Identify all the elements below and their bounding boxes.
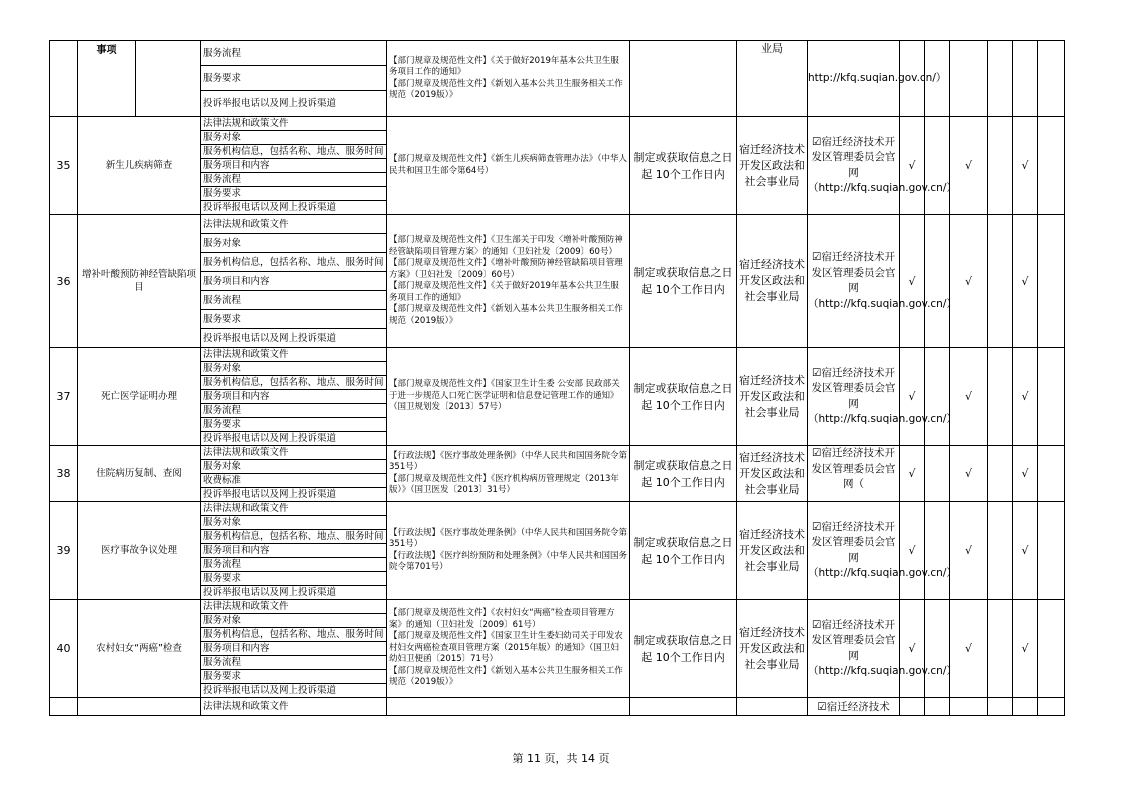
element-cell: 服务对象	[201, 460, 387, 474]
check-cell	[925, 698, 950, 716]
item-name: 农村妇女“两癌”检查	[78, 600, 201, 698]
element-cell: 服务对象	[201, 362, 387, 376]
element-cell: 服务机构信息，包括名称、地点、服务时间	[201, 628, 387, 642]
item-name: 新生儿疾病筛查	[78, 117, 201, 215]
row-number: 36	[50, 215, 78, 348]
row-number: 38	[50, 446, 78, 502]
check-cell: √	[1013, 117, 1038, 215]
element-cell: 服务要求	[201, 418, 387, 432]
basis-item: 【行政法规】《医疗事故处理条例》（中华人民共和国国务院令第351号）	[389, 527, 628, 549]
check-cell: √	[900, 600, 925, 698]
basis-item: 【部门规章及规范性文件】《新划入基本公共卫生服务相关工作规范（2019版）》	[389, 304, 623, 326]
check-cell	[988, 215, 1013, 348]
element-cell: 服务项目和内容	[201, 159, 387, 173]
disclosure-table	[49, 40, 1065, 716]
check-cell	[900, 698, 925, 716]
row-number: 39	[50, 502, 78, 600]
element-cell: 服务机构信息，包括名称、地点、服务时间	[201, 376, 387, 390]
document-sheet	[49, 40, 1064, 735]
table-row	[50, 215, 1065, 234]
legal-basis-cell	[387, 41, 630, 117]
check-cell: √	[950, 502, 988, 600]
check-cell: √	[900, 215, 925, 348]
check-cell: √	[1013, 348, 1038, 446]
element-cell: 投诉举报电话以及网上投诉渠道	[201, 432, 387, 446]
table-row	[50, 502, 1065, 516]
check-cell	[925, 215, 950, 348]
check-cell	[1013, 698, 1038, 716]
channel-cell: http://kfq.suqian.gov.cn/）	[808, 41, 900, 117]
channel-cell: ☑宿迁经济技术开发区管理委员会官网（http://kfq.suqian.gov.cn/）	[808, 502, 900, 600]
time-cell: 制定或获取信息之日起 10个工作日内	[630, 117, 737, 215]
element-cell: 服务机构信息，包括名称、地点、服务时间	[201, 145, 387, 159]
check-cell	[925, 502, 950, 600]
element-cell: 服务要求	[201, 310, 387, 329]
department-cell: 宿迁经济技术开发区政法和社会事业局	[737, 446, 808, 502]
element-cell: 收费标准	[201, 474, 387, 488]
basis-item: 【部门规章及规范性文件】《关于做好2019年基本公共卫生服务项目工作的通知》	[389, 281, 619, 303]
table-row	[50, 117, 1065, 131]
page-footer: 第 11 页，共 14 页	[512, 752, 610, 765]
department-cell: 宿迁经济技术开发区政法和社会事业局	[737, 600, 808, 698]
basis-item: 【部门规章及规范性文件】《增补叶酸预防神经管缺陷项目管理方案》（卫妇社发〔2009〕60号）	[389, 258, 623, 280]
check-cell	[1038, 600, 1065, 698]
check-cell: √	[1013, 502, 1038, 600]
element-cell: 法律法规和政策文件	[201, 117, 387, 131]
check-cell: √	[950, 348, 988, 446]
check-cell	[1038, 117, 1065, 215]
basis-item: 【部门规章及规范性文件】《新划入基本公共卫生服务相关工作规范（2019版）》	[389, 78, 623, 100]
check-cell	[1038, 41, 1065, 117]
basis-item: 【部门规章及规范性文件】《国家卫生计生委 公安部 民政部关于进一步规范人口死亡医学证明和信息登记管理工作的通知》（国卫规划发〔2013〕57号）	[389, 379, 620, 413]
item-name: 住院病历复制、查阅	[78, 446, 201, 502]
section-label: 事项	[78, 41, 136, 117]
channel-cell: ☑宿迁经济技术开发区管理委员会官网（http://kfq.suqian.gov.cn/）	[808, 117, 900, 215]
item-name-cell	[136, 41, 201, 117]
check-cell	[1038, 215, 1065, 348]
check-cell	[988, 41, 1013, 117]
item-name-cell	[78, 698, 201, 716]
basis-item: 【部门规章及规范性文件】《农村妇女“两癌”检查项目管理方案》的通知（卫妇社发〔2009〕61号）	[389, 608, 615, 630]
element-cell: 法律法规和政策文件	[201, 215, 387, 234]
element-cell: 法律法规和政策文件	[201, 600, 387, 614]
check-cell: √	[950, 117, 988, 215]
element-cell: 投诉举报电话以及网上投诉渠道	[201, 329, 387, 348]
channel-cell: ☑宿迁经济技术开发区管理委员会官网（http://kfq.suqian.gov.cn/）	[808, 215, 900, 348]
check-cell: √	[1013, 446, 1038, 502]
element-cell: 服务对象	[201, 516, 387, 530]
element-cell: 服务对象	[201, 614, 387, 628]
check-cell	[988, 446, 1013, 502]
check-cell: √	[950, 446, 988, 502]
check-cell	[925, 446, 950, 502]
time-cell: 制定或获取信息之日起 10个工作日内	[630, 502, 737, 600]
element-cell: 服务对象	[201, 234, 387, 253]
legal-basis-cell	[387, 446, 630, 502]
check-cell	[1038, 348, 1065, 446]
department-cell: 业局	[737, 41, 808, 117]
element-cell: 服务流程	[201, 41, 387, 66]
row-number-cell	[50, 41, 78, 117]
basis-item: 【部门规章及规范性文件】《医疗机构病历管理规定（2013年版）》（国卫医发〔2013〕31号）	[389, 473, 619, 495]
element-cell: 服务机构信息，包括名称、地点、服务时间	[201, 530, 387, 544]
element-cell: 服务流程	[201, 558, 387, 572]
legal-basis-cell	[387, 215, 630, 348]
check-cell: √	[900, 446, 925, 502]
time-cell: 制定或获取信息之日起 10个工作日内	[630, 215, 737, 348]
department-cell	[737, 698, 808, 716]
table-row	[50, 348, 1065, 362]
row-number: 40	[50, 600, 78, 698]
row-number: 35	[50, 117, 78, 215]
check-cell	[988, 698, 1013, 716]
check-cell: √	[900, 502, 925, 600]
time-cell	[630, 41, 737, 117]
check-cell	[1013, 41, 1038, 117]
basis-item: 【行政法规】《医疗纠纷预防和处理条例》（中华人民共和国国务院令第701号）	[389, 550, 628, 572]
basis-item: 【行政法规】《医疗事故处理条例》（中华人民共和国国务院令第351号）	[389, 450, 628, 472]
channel-cell: ☑宿迁经济技术开发区管理委员会官网（http://kfq.suqian.gov.cn/）	[808, 600, 900, 698]
basis-item: 【部门规章及规范性文件】《国家卫生计生委妇幼司关于印发农村妇女两癌检查项目管理方案（2015年版）的通知》（国卫妇幼妇卫便函〔2015〕71号）	[389, 631, 623, 665]
legal-basis-cell	[387, 600, 630, 698]
element-cell: 投诉举报电话以及网上投诉渠道	[201, 201, 387, 215]
channel-cell: ☑宿迁经济技术开发区管理委员会官网（http://kfq.suqian.gov.cn/）	[808, 348, 900, 446]
check-cell: √	[1013, 215, 1038, 348]
element-cell: 投诉举报电话以及网上投诉渠道	[201, 684, 387, 698]
element-cell: 服务流程	[201, 291, 387, 310]
check-cell	[1038, 502, 1065, 600]
basis-item: 【部门规章及规范性文件】《卫生部关于印发〈增补叶酸预防神经管缺陷项目管理方案〉的通知（卫妇社发〔2009〕60号）	[389, 235, 623, 257]
department-cell: 宿迁经济技术开发区政法和社会事业局	[737, 348, 808, 446]
element-cell: 服务要求	[201, 670, 387, 684]
channel-cell: ☑宿迁经济技术开发区管理委员会官网（	[808, 446, 900, 502]
check-cell: √	[900, 348, 925, 446]
legal-basis-cell	[387, 117, 630, 215]
basis-item: 【部门规章及规范性文件】《关于做好2019年基本公共卫生服务项目工作的通知》	[389, 55, 619, 77]
check-cell	[925, 117, 950, 215]
check-cell	[988, 117, 1013, 215]
element-cell: 法律法规和政策文件	[201, 698, 387, 716]
check-cell	[988, 348, 1013, 446]
legal-basis-cell	[387, 698, 630, 716]
check-cell: √	[900, 117, 925, 215]
row-number: 37	[50, 348, 78, 446]
element-cell: 服务要求	[201, 187, 387, 201]
legal-basis-cell	[387, 502, 630, 600]
element-cell: 法律法规和政策文件	[201, 348, 387, 362]
element-cell: 服务项目和内容	[201, 272, 387, 291]
element-cell: 服务项目和内容	[201, 544, 387, 558]
element-cell: 服务项目和内容	[201, 642, 387, 656]
check-cell: √	[950, 600, 988, 698]
element-cell: 服务流程	[201, 404, 387, 418]
element-cell: 服务项目和内容	[201, 390, 387, 404]
check-cell	[988, 502, 1013, 600]
department-cell: 宿迁经济技术开发区政法和社会事业局	[737, 215, 808, 348]
time-cell	[630, 698, 737, 716]
department-cell: 宿迁经济技术开发区政法和社会事业局	[737, 502, 808, 600]
row-number-cell	[50, 698, 78, 716]
table-row	[50, 446, 1065, 460]
table-row	[50, 600, 1065, 614]
element-cell: 服务要求	[201, 66, 387, 91]
check-cell	[1038, 446, 1065, 502]
element-cell: 法律法规和政策文件	[201, 502, 387, 516]
element-cell: 服务对象	[201, 131, 387, 145]
element-cell: 服务流程	[201, 173, 387, 187]
basis-item: 【部门规章及规范性文件】《新生儿疾病筛查管理办法》（中华人民共和国卫生部令第64号）	[389, 154, 628, 176]
item-name: 医疗事故争议处理	[78, 502, 201, 600]
time-cell: 制定或获取信息之日起 10个工作日内	[630, 348, 737, 446]
check-cell	[950, 698, 988, 716]
check-cell	[925, 348, 950, 446]
check-cell	[925, 600, 950, 698]
check-cell: √	[1013, 600, 1038, 698]
check-cell	[950, 41, 988, 117]
channel-cell: ☑宿迁经济技术	[808, 698, 900, 716]
element-cell: 法律法规和政策文件	[201, 446, 387, 460]
element-cell: 投诉举报电话以及网上投诉渠道	[201, 488, 387, 502]
item-name: 增补叶酸预防神经管缺陷项目	[78, 215, 201, 348]
element-cell: 投诉举报电话以及网上投诉渠道	[201, 91, 387, 117]
element-cell: 服务流程	[201, 656, 387, 670]
time-cell: 制定或获取信息之日起 10个工作日内	[630, 600, 737, 698]
element-cell: 服务要求	[201, 572, 387, 586]
check-cell	[1038, 698, 1065, 716]
item-name: 死亡医学证明办理	[78, 348, 201, 446]
basis-item: 【部门规章及规范性文件】《新划入基本公共卫生服务相关工作规范（2019版）》	[389, 665, 623, 688]
element-cell: 投诉举报电话以及网上投诉渠道	[201, 586, 387, 600]
department-cell: 宿迁经济技术开发区政法和社会事业局	[737, 117, 808, 215]
check-cell	[988, 600, 1013, 698]
time-cell: 制定或获取信息之日起 10个工作日内	[630, 446, 737, 502]
check-cell: √	[950, 215, 988, 348]
element-cell: 服务机构信息，包括名称、地点、服务时间	[201, 253, 387, 272]
legal-basis-cell	[387, 348, 630, 446]
